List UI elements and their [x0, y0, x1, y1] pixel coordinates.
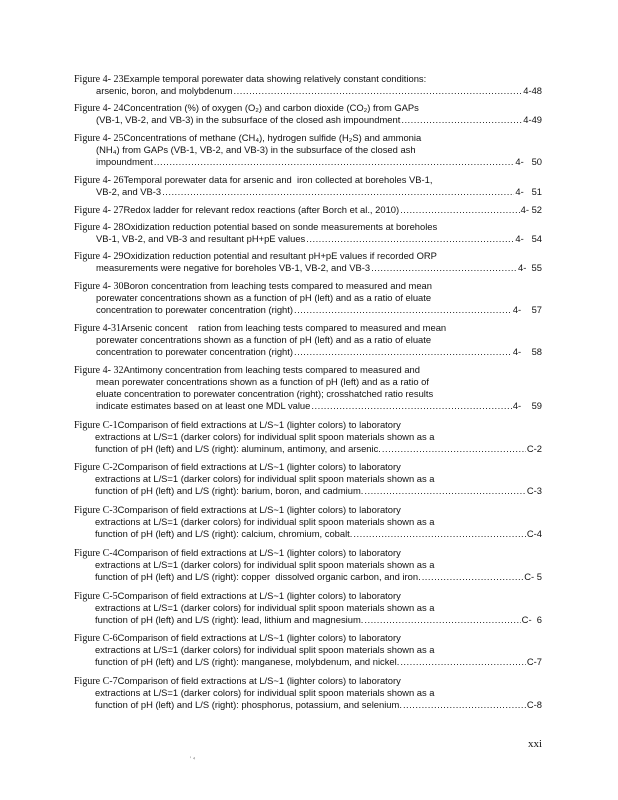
figure-label: Figure C-3	[74, 505, 118, 516]
page-reference[interactable]: C- 5	[524, 571, 542, 582]
toc-entry-line	[74, 262, 542, 274]
toc-entry-line	[74, 114, 542, 126]
dot-leader	[353, 528, 525, 540]
figure-label: Figure 4- 23	[74, 74, 124, 85]
dot-leader	[400, 656, 526, 668]
toc-entry-line	[74, 547, 542, 559]
caption-text: Comparison of field extractions at L/S~1 (lighter colors) to laboratory	[117, 590, 401, 601]
figure-label: Figure C-2	[74, 462, 118, 473]
page-reference[interactable]: 4- 50	[515, 156, 542, 167]
dot-leader	[422, 571, 524, 583]
toc-entry[interactable]	[74, 132, 542, 168]
page-reference[interactable]: 4- 54	[515, 233, 542, 244]
toc-entry-line	[74, 443, 542, 455]
toc-entry-line	[74, 102, 542, 114]
caption-text: Comparison of field extractions at L/S~1 (lighter colors) to laboratory	[117, 504, 401, 515]
toc-entry[interactable]	[74, 461, 542, 497]
toc-entry-line	[74, 602, 542, 614]
caption-text: concentration to porewater concentration (right)	[96, 346, 293, 357]
page-reference[interactable]: C-3	[526, 485, 542, 496]
page-reference[interactable]: 4- 52	[520, 204, 542, 215]
caption-text: arsenic, boron, and molybdenum	[96, 85, 233, 96]
page-reference[interactable]: C-8	[526, 699, 542, 710]
toc-entry-line	[74, 204, 542, 216]
caption-text: Comparison of field extractions at L/S~1 (lighter colors) to laboratory	[117, 675, 401, 686]
toc-entry[interactable]	[74, 221, 542, 245]
page-number: xxi	[528, 738, 543, 750]
toc-entry-line	[74, 250, 542, 262]
caption-text: indicate estimates based on at least one MDL value	[96, 400, 311, 411]
toc-entry-line	[74, 292, 542, 304]
dot-leader	[294, 304, 512, 316]
toc-entry-line	[74, 85, 542, 97]
caption-text: function of pH (left) and L/S (right): calcium, chromium, cobalt.	[95, 528, 353, 539]
caption-text: Comparison of field extractions at L/S~1 (lighter colors) to laboratory	[117, 461, 401, 472]
page-reference[interactable]: C- 6	[521, 614, 542, 625]
toc-entry-line	[74, 280, 542, 292]
dot-leader	[403, 699, 526, 711]
toc-entry-line	[74, 156, 542, 168]
toc-entry-line	[74, 376, 542, 388]
dot-leader	[400, 204, 520, 216]
toc-entry[interactable]	[74, 174, 542, 198]
caption-text: extractions at L/S=1 (darker colors) for individual split spoon materials shown as a	[95, 473, 435, 484]
toc-entry-line	[74, 400, 542, 412]
figure-label: Figure 4- 24	[74, 103, 124, 114]
caption-text: Antimony concentration from leaching tests compared to measured and	[123, 364, 420, 375]
dot-leader	[162, 186, 514, 198]
toc-entry-line	[74, 571, 542, 583]
figure-label: Figure C-7	[74, 676, 118, 687]
toc-entry[interactable]	[74, 250, 542, 274]
toc-entry-line	[74, 132, 542, 144]
toc-entry-line	[74, 504, 542, 516]
toc-entry-line	[74, 388, 542, 400]
toc-entry-line	[74, 699, 542, 711]
toc-entry-line	[74, 233, 542, 245]
toc-entry[interactable]	[74, 675, 542, 711]
figure-label: Figure C-6	[74, 633, 118, 644]
toc-entry-line	[74, 419, 542, 431]
scan-mark: ′ ⁴	[190, 757, 196, 763]
caption-text: function of pH (left) and L/S (right): aluminum, antimony, and arsenic.	[95, 443, 381, 454]
caption-text: measurements were negative for boreholes VB-1, VB-2, and VB-3	[96, 262, 371, 273]
page-reference[interactable]: 4- 57	[512, 304, 542, 315]
caption-text: Comparison of field extractions at L/S~1 (lighter colors) to laboratory	[117, 419, 401, 430]
toc-entry-line	[74, 346, 542, 358]
dot-leader	[401, 114, 522, 126]
caption-text: (VB-1, VB-2, and VB-3) in the subsurface of the closed ash impoundment	[96, 114, 401, 125]
figure-label: Figure 4- 30	[74, 281, 124, 292]
dot-leader	[294, 346, 512, 358]
toc-entry-line	[74, 431, 542, 443]
toc-entry[interactable]	[74, 280, 542, 316]
dot-leader	[306, 233, 514, 245]
toc-entry-line	[74, 144, 542, 156]
toc-entry[interactable]	[74, 204, 542, 216]
toc-entry-line	[74, 559, 542, 571]
toc-entry-line	[74, 656, 542, 668]
toc-entry[interactable]	[74, 419, 542, 455]
caption-text: VB-2, and VB-3	[96, 186, 162, 197]
page-reference[interactable]: C-4	[526, 528, 542, 539]
toc-entry[interactable]	[74, 322, 542, 358]
caption-text: extractions at L/S=1 (darker colors) for individual split spoon materials shown as a	[95, 644, 435, 655]
dot-leader	[234, 85, 523, 97]
toc-entry[interactable]	[74, 547, 542, 583]
toc-entry-line	[74, 473, 542, 485]
dot-leader	[154, 156, 515, 168]
caption-text: Example temporal porewater data showing relatively constant conditions:	[123, 73, 427, 84]
caption-text: extractions at L/S=1 (darker colors) for individual split spoon materials shown as a	[95, 516, 435, 527]
toc-entry-line	[74, 485, 542, 497]
page-reference[interactable]: 4- 51	[515, 186, 542, 197]
toc-entry-line	[74, 590, 542, 602]
figure-label: Figure 4- 25	[74, 133, 124, 144]
caption-text: Concentration (%) of oxygen (O₂) and carbon dioxide (CO₂) from GAPs	[123, 102, 419, 113]
page-reference[interactable]: 4-49	[523, 114, 542, 125]
caption-text: Oxidization reduction potential and resultant pH+pE values if recorded ORP	[123, 250, 437, 261]
caption-text: Concentrations of methane (CH₄), hydrogen sulfide (H₂S) and ammonia	[123, 132, 422, 143]
toc-entry[interactable]	[74, 632, 542, 668]
page-reference[interactable]: 4- 59	[512, 400, 542, 411]
toc-entry-line	[74, 221, 542, 233]
figure-label: Figure 4- 28	[74, 222, 124, 233]
caption-text: eluate concentration to porewater concentration (right); crosshatched ratio results	[96, 388, 434, 399]
caption-text: Arsenic concent ration from leaching tests compared to measured and mean	[120, 322, 447, 333]
caption-text: VB-1, VB-2, and VB-3 and resultant pH+pE values	[96, 233, 306, 244]
dot-leader	[371, 262, 517, 274]
figure-label: Figure 4- 26	[74, 175, 124, 186]
caption-text: Comparison of field extractions at L/S~1 (lighter colors) to laboratory	[117, 547, 401, 558]
toc-entry[interactable]	[74, 590, 542, 626]
caption-text: mean porewater concentrations shown as a function of pH (left) and as a ratio of	[96, 376, 429, 387]
figure-label: Figure 4-31	[74, 323, 121, 334]
caption-text: function of pH (left) and L/S (right): lead, lithium and magnesium.	[95, 614, 364, 625]
page-reference[interactable]: 4- 58	[512, 346, 542, 357]
toc-entry-line	[74, 174, 542, 186]
caption-text: (NH₄) from GAPs (VB-1, VB-2, and VB-3) in the subsurface of the closed ash	[96, 144, 416, 155]
caption-text: extractions at L/S=1 (darker colors) for individual split spoon materials shown as a	[95, 687, 435, 698]
toc-entry-line	[74, 322, 542, 334]
page-reference[interactable]: C-7	[526, 656, 542, 667]
dot-leader	[364, 485, 526, 497]
toc-entry-line	[74, 186, 542, 198]
caption-text: function of pH (left) and L/S (right): manganese, molybdenum, and nickel.	[95, 656, 400, 667]
caption-text: concentration to porewater concentration (right)	[96, 304, 293, 315]
dot-leader	[364, 614, 520, 626]
toc-entry-line	[74, 364, 542, 376]
caption-text: porewater concentrations shown as a function of pH (left) and as a ratio of eluate	[96, 292, 432, 303]
caption-text: function of pH (left) and L/S (right): copper dissolved organic carbon, and iron.	[95, 571, 421, 582]
toc-entry-line	[74, 334, 542, 346]
caption-text: Oxidization reduction potential based on sonde measurements at boreholes	[123, 221, 438, 232]
caption-text: impoundment	[96, 156, 153, 167]
figure-label: Figure C-1	[74, 420, 118, 431]
toc-entry-line	[74, 73, 542, 85]
toc-entry-line	[74, 528, 542, 540]
toc-entry[interactable]	[74, 504, 542, 540]
toc-entry-line	[74, 632, 542, 644]
toc-entry-line	[74, 675, 542, 687]
page-reference[interactable]: 4- 55	[518, 262, 542, 273]
figure-label: Figure C-5	[74, 591, 118, 602]
caption-text: Comparison of field extractions at L/S~1 (lighter colors) to laboratory	[117, 632, 401, 643]
caption-text: function of pH (left) and L/S (right): phosphorus, potassium, and selenium.	[95, 699, 402, 710]
caption-text: function of pH (left) and L/S (right): barium, boron, and cadmium.	[95, 485, 364, 496]
toc-entry-line	[74, 614, 542, 626]
toc-entry[interactable]	[74, 102, 542, 126]
toc-entry-line	[74, 687, 542, 699]
figure-label: Figure 4- 27	[74, 205, 124, 216]
figure-label: Figure 4- 29	[74, 251, 124, 262]
caption-text: Temporal porewater data for arsenic and iron collected at boreholes VB-1,	[123, 174, 433, 185]
toc-entry-line	[74, 461, 542, 473]
caption-text: Redox ladder for relevant redox reactions (after Borch et al., 2010)	[123, 204, 400, 215]
dot-leader	[311, 400, 511, 412]
caption-text: porewater concentrations shown as a function of pH (left) and as a ratio of eluate	[96, 334, 432, 345]
caption-text: Boron concentration from leaching tests compared to measured and mean	[123, 280, 432, 291]
figure-label: Figure 4- 32	[74, 365, 124, 376]
caption-text: extractions at L/S=1 (darker colors) for individual split spoon materials shown as a	[95, 431, 435, 442]
dot-leader	[382, 443, 526, 455]
page-reference[interactable]: 4-48	[523, 85, 542, 96]
caption-text: extractions at L/S=1 (darker colors) for individual split spoon materials shown as a	[95, 559, 435, 570]
caption-text: extractions at L/S=1 (darker colors) for individual split spoon materials shown as a	[95, 602, 435, 613]
figure-label: Figure C-4	[74, 548, 118, 559]
page-reference[interactable]: C-2	[526, 443, 542, 454]
toc-entry[interactable]	[74, 364, 542, 412]
toc-entry-line	[74, 304, 542, 316]
toc-entry-line	[74, 644, 542, 656]
toc-entry-line	[74, 516, 542, 528]
toc-entry[interactable]	[74, 73, 542, 97]
